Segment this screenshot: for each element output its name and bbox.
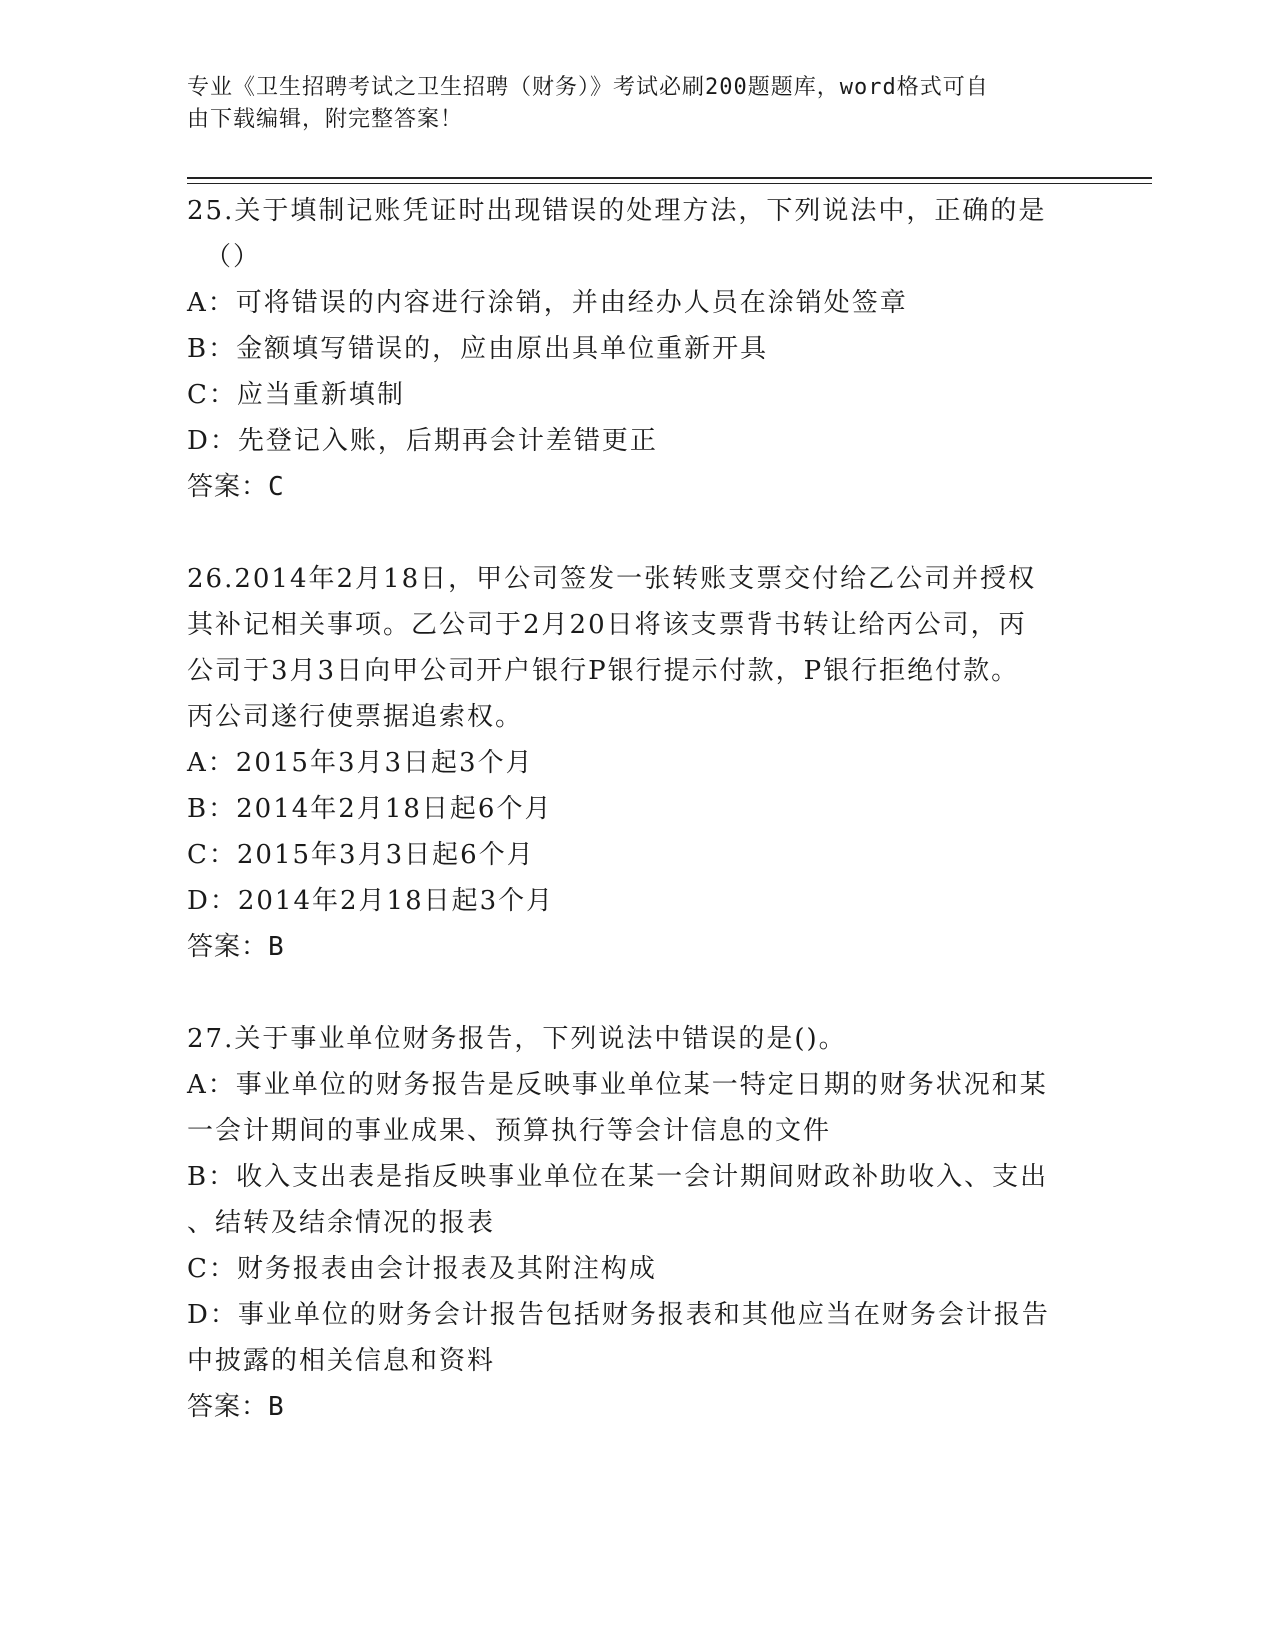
question-list	[187, 188, 1067, 1430]
question-stem: 其补记相关事项。乙公司于2月20日将该支票背书转让给丙公司，丙	[187, 610, 1027, 640]
header-line-2: 由下载编辑，附完整答案！	[187, 107, 464, 132]
option-b: B：2014年2月18日起6个月	[187, 794, 553, 824]
option-b: B：收入支出表是指反映事业单位在某一会计期间财政补助收入、支出	[187, 1162, 1049, 1192]
option-c: C：应当重新填制	[187, 380, 405, 410]
option-b: B：金额填写错误的，应由原出具单位重新开具	[187, 334, 769, 364]
question-stem: 25.关于填制记账凭证时出现错误的处理方法，下列说法中，正确的是	[187, 196, 1047, 226]
option-a: A：可将错误的内容进行涂销，并由经办人员在涂销处签章	[187, 288, 908, 318]
header-line-1: 专业《卫生招聘考试之卫生招聘（财务）》考试必刷200题题库，word格式可自	[187, 75, 989, 100]
option-b-continued: 、结转及结余情况的报表	[187, 1208, 496, 1238]
question-stem: 公司于3月3日向甲公司开户银行P银行提示付款，P银行拒绝付款。	[187, 656, 1020, 686]
question-spacer	[187, 970, 1067, 1016]
option-a-continued: 一会计期间的事业成果、预算执行等会计信息的文件	[187, 1116, 832, 1146]
answer: 答案：B	[187, 932, 285, 962]
document-header	[187, 72, 1067, 136]
question-block	[187, 188, 1067, 510]
question-block	[187, 1016, 1067, 1430]
option-d: D：2014年2月18日起3个月	[187, 886, 555, 916]
option-d: D：先登记入账，后期再会计差错更正	[187, 426, 658, 456]
answer: 答案：C	[187, 472, 285, 502]
question-stem: 27.关于事业单位财务报告，下列说法中错误的是()。	[187, 1024, 847, 1054]
option-d: D：事业单位的财务会计报告包括财务报表和其他应当在财务会计报告	[187, 1300, 1050, 1330]
question-spacer	[187, 510, 1067, 556]
option-c: C：财务报表由会计报表及其附注构成	[187, 1254, 657, 1284]
option-a: A：2015年3月3日起3个月	[187, 748, 534, 778]
question-stem: （）	[205, 242, 262, 272]
option-d-continued: 中披露的相关信息和资料	[187, 1346, 496, 1376]
header-divider-thick	[187, 177, 1152, 179]
option-a: A：事业单位的财务报告是反映事业单位某一特定日期的财务状况和某	[187, 1070, 1048, 1100]
header-divider-thin	[187, 183, 1152, 184]
question-stem: 丙公司遂行使票据追索权。	[187, 702, 524, 732]
answer: 答案：B	[187, 1392, 285, 1422]
question-stem: 26.2014年2月18日，甲公司签发一张转账支票交付给乙公司并授权	[187, 564, 1037, 594]
question-block	[187, 556, 1067, 970]
option-c: C：2015年3月3日起6个月	[187, 840, 535, 870]
